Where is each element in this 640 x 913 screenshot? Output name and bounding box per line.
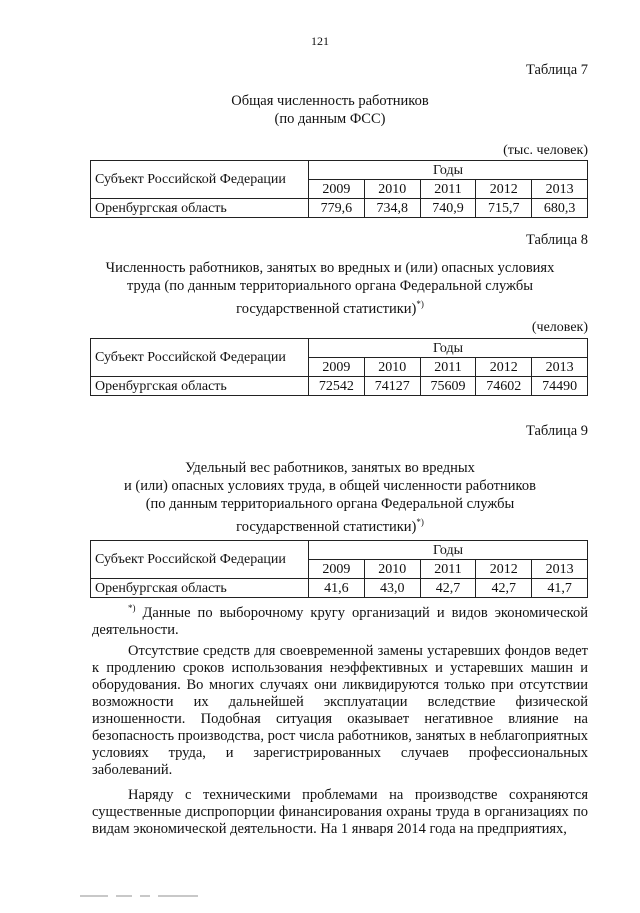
table7-value: 779,6 [309,199,365,218]
page-number: 121 [311,34,329,48]
table9-title-text: государственной статистики) [236,518,417,535]
table7-year: 2010 [364,180,420,199]
scan-edge-marks [80,895,300,905]
table7-header-years: Годы [309,161,588,180]
table7-year: 2009 [309,180,365,199]
table-row [91,377,588,396]
table9-value: 43,0 [364,579,420,598]
table9-title-line: и (или) опасных условиях труда, в общей численности работников [124,478,536,494]
table9-title-line: Удельный вес работников, занятых во вредных [185,460,475,476]
table8-year: 2011 [420,358,476,377]
table9-value: 42,7 [420,579,476,598]
table8-value: 75609 [420,377,476,396]
body-text [92,643,588,838]
footnote-mark: *) [128,603,136,613]
table7-title-line: Общая численность работников [231,93,429,109]
table9-year: 2011 [420,560,476,579]
table8-row-name: Оренбургская область [91,377,309,396]
table8-year: 2009 [309,358,365,377]
table8-title [60,259,600,318]
table7-row-name: Оренбургская область [91,199,309,218]
table8-year: 2012 [476,358,532,377]
table8-label: Таблица 8 [525,232,588,248]
table-row [91,199,588,218]
table9-header-subject: Субъект Российской Федерации [91,541,309,579]
table7-unit: (тыс. человек) [503,143,588,158]
table9 [90,540,588,598]
table8-title-line [60,295,600,318]
table7-header-subject: Субъект Российской Федерации [91,161,309,199]
table7-value: 715,7 [476,199,532,218]
table8-header-years: Годы [309,339,588,358]
table7 [90,160,588,218]
table9-year: 2012 [476,560,532,579]
table7-value: 680,3 [532,199,588,218]
table8-year: 2013 [532,358,588,377]
footnote-text: Данные по выборочному кругу организаций и видов экономической деятельности. [92,604,588,638]
table8-unit: (человек) [531,320,588,335]
table8-value: 74127 [364,377,420,396]
table8-value: 72542 [309,377,365,396]
table9-label: Таблица 9 [525,423,588,439]
table7-label: Таблица 7 [525,62,588,78]
table9-title [60,459,600,536]
footnote [92,600,588,639]
table7-value: 734,8 [364,199,420,218]
table9-value: 42,7 [476,579,532,598]
table9-row-name: Оренбургская область [91,579,309,598]
table9-footnote-mark: *) [416,517,424,527]
table8-value: 74490 [532,377,588,396]
table9-year: 2009 [309,560,365,579]
table9-year: 2010 [364,560,420,579]
table7-year: 2013 [532,180,588,199]
paragraph: Наряду с техническими проблемами на производстве сохраняются существенные диспропорции финансирования охраны труда в организациях по видам экономической деятельности. На 1 января 2014 года на предприятиях, [92,787,588,837]
table8-title-line: Численность работников, занятых во вредных и (или) опасных условиях [105,260,555,276]
table8-footnote-mark: *) [416,299,424,309]
table9-value: 41,6 [309,579,365,598]
table9-year: 2013 [532,560,588,579]
paragraph: Отсутствие средств для своевременной замены устаревших фондов ведет к продлению сроков использования неэффективных и устаревших машин и оборудования. Во многих случаях они ликвидируются только при отсутствии возможности их дальнейшей эксплуатации вследствие физической изношенности. Подобная ситуация оказывает негативное влияние на безопасность производства, рост числа работников, занятых в неблагоприятных условиях труда, и зарегистрированных случаев профессиональных заболеваний. [92,643,588,778]
table7-value: 740,9 [420,199,476,218]
table-row [91,579,588,598]
table8-title-line: труда (по данным территориального органа Федеральной службы [127,278,533,294]
table7-title [60,92,600,128]
table8-year: 2010 [364,358,420,377]
table9-value: 41,7 [532,579,588,598]
table8 [90,338,588,396]
table9-title-line [60,513,600,536]
table9-header-years: Годы [309,541,588,560]
table7-title-line: (по данным ФСС) [274,111,386,127]
table7-year: 2012 [476,180,532,199]
table8-value: 74602 [476,377,532,396]
table8-title-text: государственной статистики) [236,300,417,317]
table8-header-subject: Субъект Российской Федерации [91,339,309,377]
table7-year: 2011 [420,180,476,199]
table9-title-line: (по данным территориального органа Федеральной службы [145,496,515,512]
